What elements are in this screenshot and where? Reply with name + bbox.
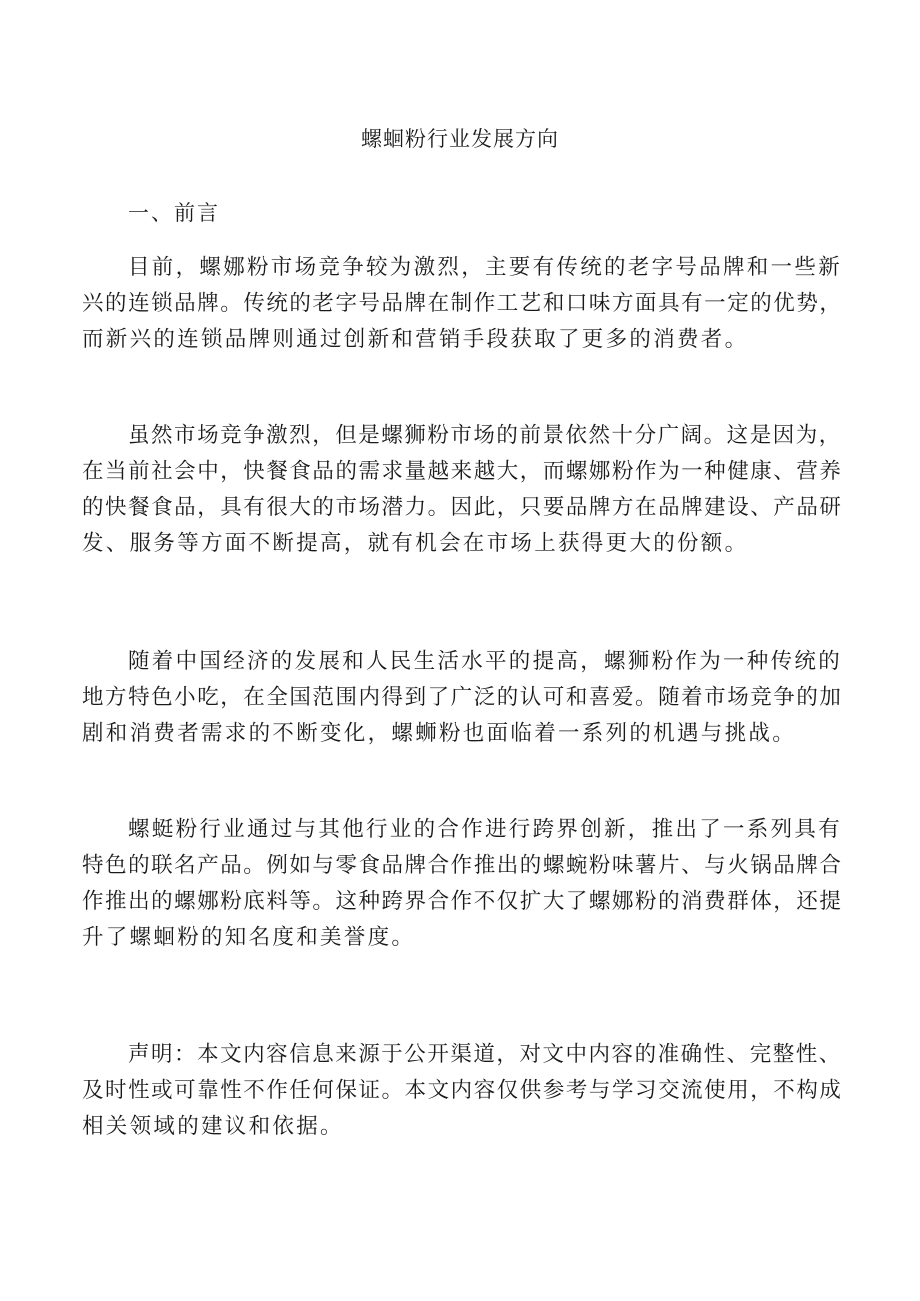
paragraph-line: 随着中国经济的发展和人民生活水平的提高，螺狮粉作为一种传统的 (128, 649, 843, 674)
section-heading: 一、前言 (128, 201, 220, 225)
paragraph-1 (82, 250, 842, 358)
paragraph-line: 螺蜓粉行业通过与其他行业的合作进行跨界创新，推出了一系列具有 (128, 817, 843, 842)
paragraph-line: 的快餐食品，具有很大的市场潜力。因此，只要品牌方在品牌建设、产品研 (82, 495, 843, 520)
document-title: 螺蛔粉行业发展方向 (361, 127, 559, 151)
paragraph-3 (82, 644, 842, 752)
paragraph-2 (82, 418, 842, 562)
paragraph-line: 而新兴的连锁品牌则通过创新和营销手段获取了更多的消费者。 (82, 327, 749, 352)
paragraph-line: 在当前社会中，快餐食品的需求量越来越大，而螺娜粉作为一种健康、营养 (82, 459, 843, 484)
disclaimer-paragraph (82, 1037, 842, 1145)
paragraph-line: 作推出的螺娜粉底料等。这种跨界合作不仅扩大了螺娜粉的消费群体，还提 (82, 889, 843, 914)
paragraph-line: 声明：本文内容信息来源于公开渠道，对文中内容的准确性、完整性、 (128, 1042, 842, 1067)
paragraph-4 (82, 812, 842, 956)
paragraph-line: 发、服务等方面不断提高，就有机会在市场上获得更大的份额。 (82, 531, 749, 556)
paragraph-line: 及时性或可靠性不作任何保证。本文内容仅供参考与学习交流使用，不构成 (82, 1078, 843, 1103)
paragraph-line: 虽然市场竞争激烈，但是螺狮粉市场的前景依然十分广阔。这是因为， (128, 423, 842, 448)
paragraph-line: 目前，螺娜粉市场竞争较为激烈，主要有传统的老字号品牌和一些新 (128, 255, 843, 280)
paragraph-line: 兴的连锁品牌。传统的老字号品牌在制作工艺和口味方面具有一定的优势， (82, 291, 843, 316)
paragraph-line: 地方特色小吃，在全国范围内得到了广泛的认可和喜爱。随着市场竞争的加 (82, 685, 843, 710)
paragraph-line: 相关领域的建议和依据。 (82, 1114, 344, 1139)
paragraph-line: 特色的联名产品。例如与零食品牌合作推出的螺蜿粉味薯片、与火锅品牌合 (82, 853, 843, 878)
paragraph-line: 剧和消费者需求的不断变化，螺蛳粉也面临着一系列的机遇与挑战。 (82, 721, 797, 746)
paragraph-line: 升了螺蛔粉的知名度和美誉度。 (82, 925, 416, 950)
